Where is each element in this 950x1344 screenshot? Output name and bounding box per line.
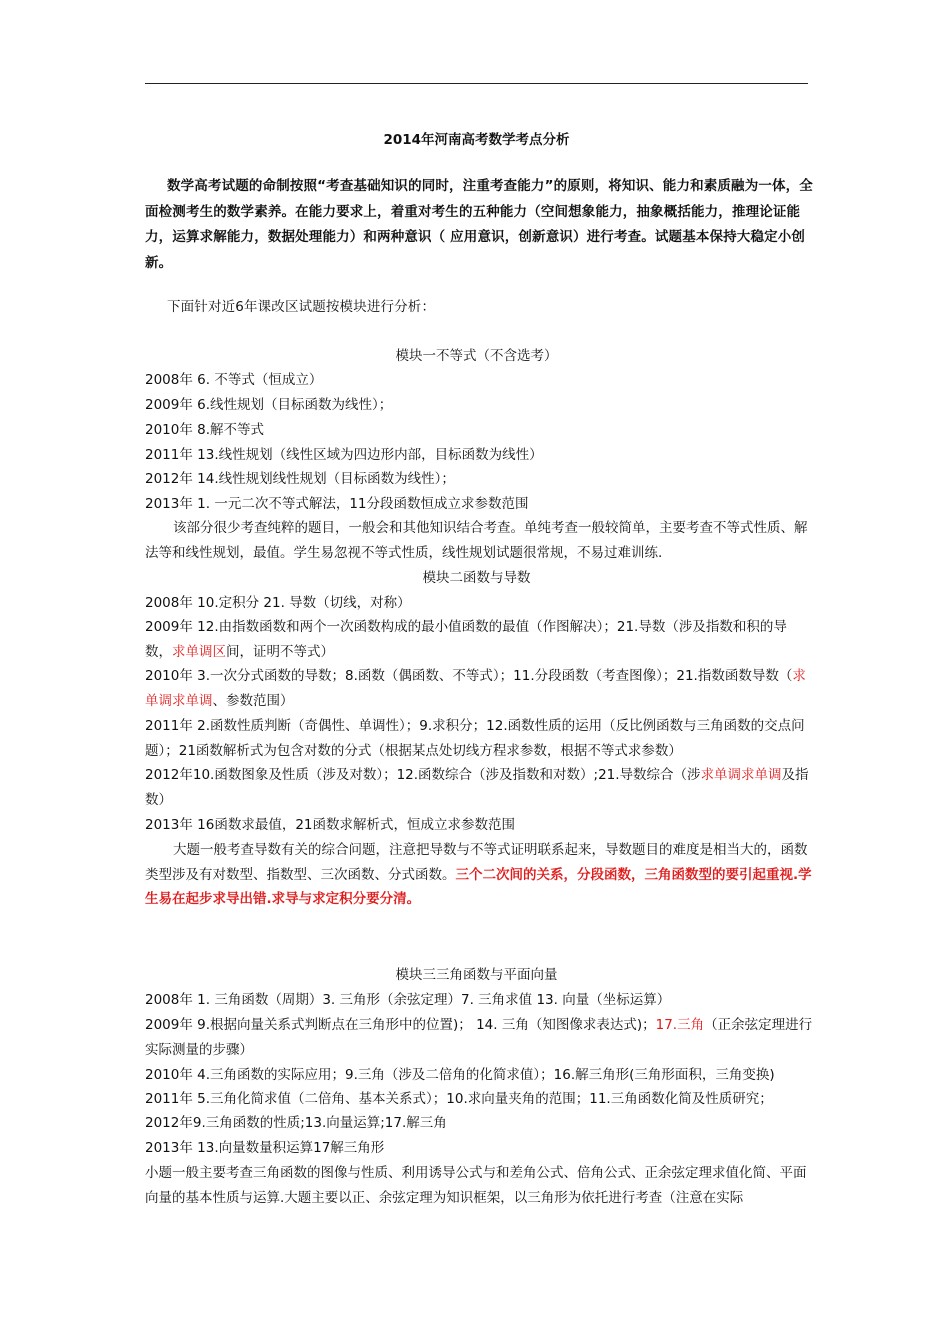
header-rule bbox=[145, 83, 808, 84]
m2-summary-highlight: 三个二次间的关系，分段函数，三角函数型的要引起重视.学生易在起步求导出错.求导与求定积分要分清。 bbox=[145, 866, 812, 907]
m3-2012: 2012年9.三角函数的性质;13.向量运算;17.解三角 bbox=[145, 1115, 447, 1131]
m2-2009-text-a: 2009年 12.由指数函数和两个一次函数构成的最小值函数的最值（作图解决）；21.导数（涉及指数和积的导数， bbox=[145, 619, 787, 660]
m1-2011: 2011年 13.线性规划（线性区域为四边形内部，目标函数为线性） bbox=[145, 447, 543, 463]
m2-2013: 2013年 16函数求最值，21函数求解析式，恒成立求参数范围 bbox=[145, 817, 516, 833]
m1-2013: 2013年 1. 一元二次不等式解法，11分段函数恒成立求参数范围 bbox=[145, 496, 529, 512]
m3-2013: 2013年 13.向量数量积运算17解三角形 bbox=[145, 1140, 385, 1156]
m3-summary: 小题一般主要考查三角函数的图像与性质、利用诱导公式与和差角公式、倍角公式、正余弦定理求值化简、平面向量的基本性质与运算.大题主要以正、余弦定理为知识框架，以三角形为依托进行考查（注意在实际 bbox=[145, 1165, 807, 1206]
m2-2010 bbox=[145, 664, 813, 713]
m3-2009-highlight: 17.三角 bbox=[655, 1017, 705, 1033]
module1-title: 模块一不等式（不含选考） bbox=[395, 348, 558, 364]
m2-2009-text-b: 间，证明不等式） bbox=[226, 643, 334, 660]
m2-summary-text: 大题一般考查导数有关的综合问题，注意把导数与不等式证明联系起来，导数题目的难度是相当大的，函数类型涉及有对数型、指数型、三次函数、分式函数。 bbox=[145, 842, 808, 883]
m2-2011: 2011年 2.函数性质判断（奇偶性、单调性）；9.求积分；12.函数性质的运用（反比例函数与三角函数的交点问题）；21函数解析式为包含对数的分式（根据某点处切线方程求参数，根据不等式求参数） bbox=[145, 718, 805, 759]
m1-2008: 2008年 6. 不等式（恒成立） bbox=[145, 372, 323, 388]
m2-2009 bbox=[145, 615, 813, 664]
m2-2009-highlight: 求单调区 bbox=[172, 643, 226, 660]
m2-2010-text-b: 、参数范围） bbox=[212, 692, 294, 709]
m3-2010: 2010年 4.三角函数的实际应用；9.三角（涉及二倍角的化简求值）；16.解三角形(三角形面积，三角变换) bbox=[145, 1067, 775, 1083]
m2-2010-text-a: 2010年 3.一次分式函数的导数；8.函数（偶函数、不等式）；11.分段函数（考查图像）；21.指数函数导数（ bbox=[145, 668, 793, 684]
m1-2010: 2010年 8.解不等式 bbox=[145, 422, 265, 438]
module2-title: 模块二函数与导数 bbox=[422, 570, 531, 586]
m1-2009: 2009年 6.线性规划（目标函数为线性）； bbox=[145, 397, 393, 413]
m2-summary bbox=[145, 838, 813, 912]
m3-2008: 2008年 1. 三角函数（周期）3. 三角形（余弦定理）7. 三角求值 13. 向量（坐标运算） bbox=[145, 992, 671, 1008]
m2-2012-text-b: 及指数） bbox=[145, 767, 809, 808]
analysis-note: 下面针对近6年课改区试题按模块进行分析： bbox=[167, 299, 436, 315]
m3-2009 bbox=[145, 1013, 813, 1062]
m3-2009-text-a: 2009年 9.根据向量关系式判断点在三角形中的位置)； 14. 三角（知图像求表达式)； bbox=[145, 1017, 656, 1033]
m2-2012-text-a: 2012年10.函数图象及性质（涉及对数）；12.函数综合（涉及指数和对数）;21.导数综合（涉 bbox=[145, 767, 701, 783]
module3-title: 模块三三角函数与平面向量 bbox=[395, 967, 558, 983]
m2-2010-highlight: 求单调求单调 bbox=[145, 668, 806, 709]
m2-2012-highlight: 求单调求单调 bbox=[700, 767, 782, 783]
intro-paragraph: 数学高考试题的命制按照“考查基础知识的同时，注重考查能力”的原则，将知识、能力和素质融为一体，全面检测考生的数学素养。在能力要求上，着重对考生的五种能力（空间想象能力，抽象概括能力，推理论证能力，运算求解能力，数据处理能力）和两种意识（ 应用意识，创新意识）进行考查。试题基本保持大稳定小创新。 bbox=[145, 178, 813, 271]
m1-2012: 2012年 14.线性规划线性规划（目标函数为线性）； bbox=[145, 471, 455, 487]
m2-2012 bbox=[145, 763, 813, 812]
page-title: 2014年河南高考数学考点分析 bbox=[383, 132, 570, 148]
m3-2011: 2011年 5.三角化简求值（二倍角、基本关系式）；10.求向量夹角的范围；11.三角函数化简及性质研究； bbox=[145, 1091, 773, 1107]
m1-summary: 该部分很少考查纯粹的题目，一般会和其他知识结合考查。单纯考查一般较简单，主要考查不等式性质、解法等和线性规划，最值。学生易忽视不等式性质，线性规划试题很常规，不易过难训练. bbox=[145, 520, 808, 561]
m3-2009-text-b: （正余弦定理进行实际测量的步骤） bbox=[145, 1017, 813, 1058]
m2-2008: 2008年 10.定积分 21. 导数（切线，对称） bbox=[145, 595, 411, 611]
